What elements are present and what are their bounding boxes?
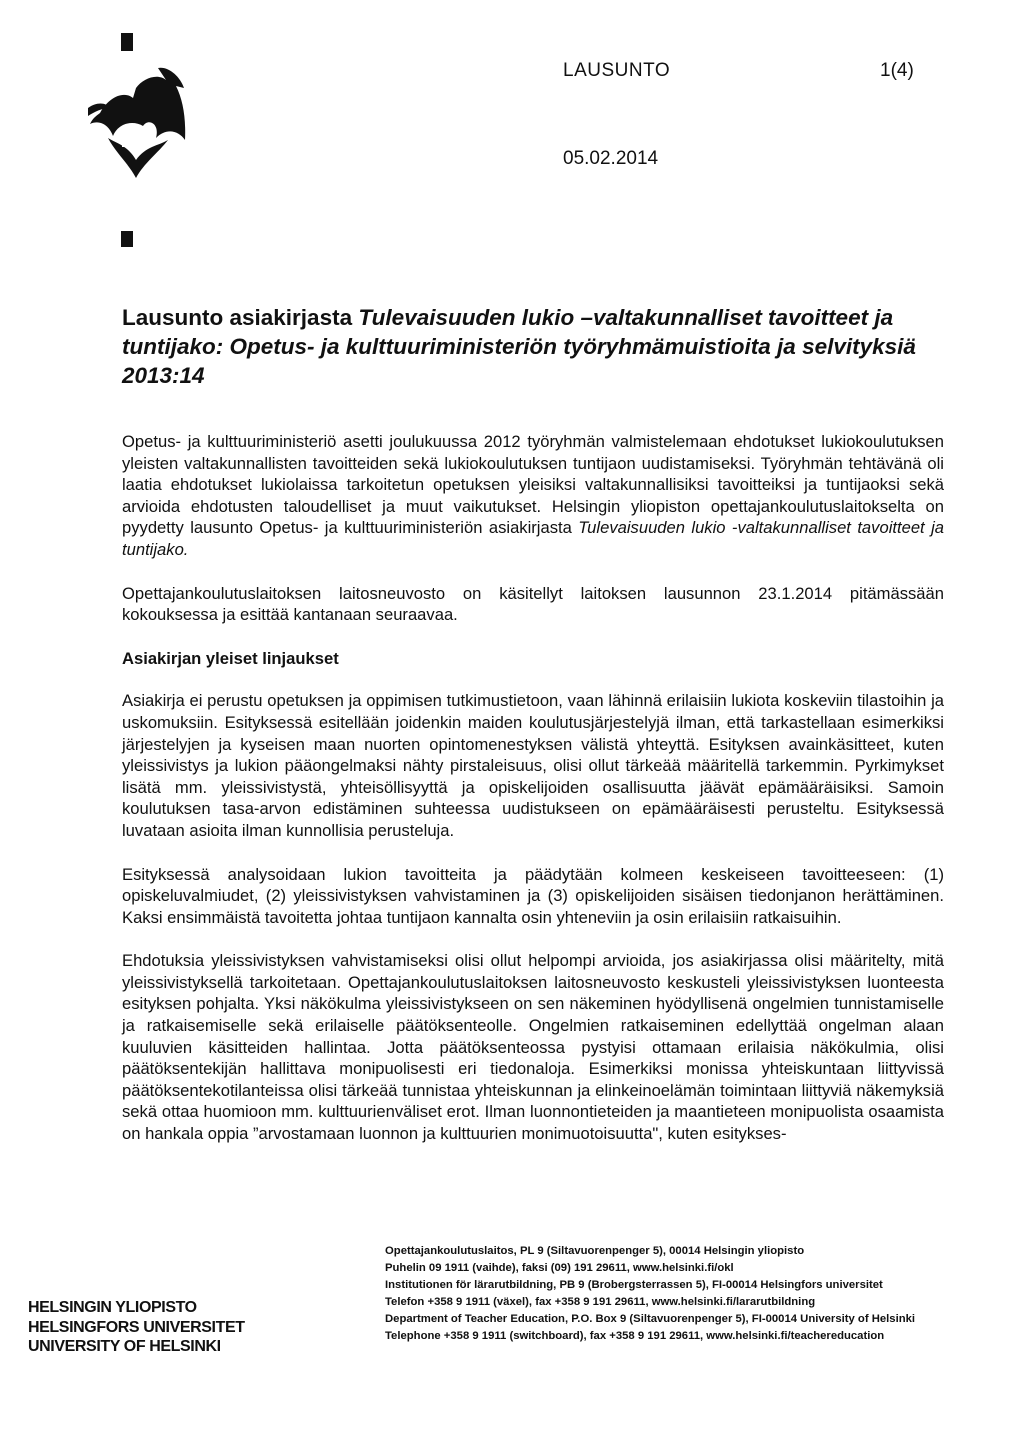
university-name-en: UNIVERSITY OF HELSINKI [28,1338,221,1355]
document-type: LAUSUNTO [563,60,671,81]
section-paragraph: Ehdotuksia yleissivistyksen vahvistamiseksi olisi ollut helpompi arvioida, jos asiakirjassa olisi määritelty, mitä yleissivistyksellä tarkoitetaan. Opettajankoulutuslaitoksen laitosneuvosto keskusteli yleissivistyksen luonteesta esityksen pohjalta. Yksi näkökulma yleissivistykseen on sen näkeminen hyödyllisenä ongelmien tunnistamiselle ja ratkaisemiselle sekä erilaiselle päätöksenteolle. Ongelmien ratkaiseminen edellyttää ongelman alaan kuuluvien käsitteiden hallintaa. Jotta päätöksenteossa pystyisi ottamaan erilaisia näkökulmia, olisi päätöksentekijän hallittava monipuolisesti eri tiedonaloja. Esimerkiksi monissa yhteiskuntaan liittyvissä päätöksentekotilanteissa olisi tärkeää tunnistaa yhteiskunnan ja elinkeinoelämän toimintaan liittyviä näkemyksiä sekä ottaa huomioon mm. kulttuurienväliset erot. Ilman luonnontieteiden ja maantieteen monipuolista osaamista on hankala oppia ”arvostamaan luonnon ja kulttuurien monimuotoisuutta", kuten esitykses- [122,951,944,1144]
university-name-fi: HELSINGIN YLIOPISTO [28,1299,197,1316]
document-title [122,303,942,390]
section-paragraph: Esityksessä analysoidaan lukion tavoitteita ja päädytään kolmeen keskeiseen tavoitteeseen: (1) opiskeluvalmiudet, (2) yleissivistyksen vahvistaminen ja (3) opiskelijoiden sisäisen tiedonjanon herättäminen. Kaksi ensimmäistä tavoitetta johtaa tuntijaon kannalta osin yhteneviin ja osin erilaisiin ratkaisuihin. [122,864,944,927]
contact-info [385,1243,945,1345]
university-logo-icon [88,28,188,258]
contact-line: Institutionen för lärarutbildning, PB 9 (Brobergsterrassen 5), FI-00014 Helsingfors universitet [385,1279,883,1291]
council-paragraph: Opettajankoulutuslaitoksen laitosneuvosto on käsitellyt laitoksen lausunnon 23.1.2014 pitämässään kokouksessa ja esittää kantanaan seuraavaa. [122,583,944,625]
contact-line: Department of Teacher Education, P.O. Box 9 (Siltavuorenpenger 5), FI-00014 University of Helsinki [385,1313,916,1325]
intro-italic: Tulevaisuuden lukio -valtakunnalliset tavoitteet ja tuntijako. [122,518,944,559]
contact-line: Telephone +358 9 1911 (switchboard), fax +358 9 191 29611, www.helsinki.fi/teachereducation [385,1330,885,1342]
contact-line: Opettajankoulutuslaitos, PL 9 (Siltavuorenpenger 5), 00014 Helsingin yliopisto [385,1245,805,1257]
section-heading: Asiakirjan yleiset linjaukset [122,648,339,668]
page-number: 1(4) [880,60,914,81]
contact-line: Telefon +358 9 1911 (växel), fax +358 9 191 29611, www.helsinki.fi/lararutbildning [385,1296,816,1308]
title-italic: Tulevaisuuden lukio –valtakunnalliset tavoitteet ja tuntijako: Opetus- ja kulttuuriministeriön työryhmämuistioita ja selvityksiä 2013:14 [122,305,916,388]
contact-line: Puhelin 09 1911 (vaihde), faksi (09) 191 29611, www.helsinki.fi/okl [385,1262,734,1274]
intro-text: Opetus- ja kulttuuriministeriö asetti joulukuussa 2012 työryhmän valmistelemaan ehdotukset lukiokoulutuksen yleisten valtakunnallisten tavoitteiden sekä lukiokoulutuksen tuntijaon uudistamiseksi. Työryhmän tehtävänä oli laatia ehdotukset lukiolaissa tarkoitetun opetuksen yleisiksi valtakunnallisiksi tavoitteiksi ja tuntijaoksi sekä arvioida ehdotusten taloudelliset ja muut vaikutukset. Helsingin yliopiston opettajankoulutuslaitokselta on pyydetty lausunto Opetus- ja kulttuuriministeriön asiakirjasta [122,432,944,538]
title-prefix: Lausunto asiakirjasta [122,305,359,330]
section-paragraph: Asiakirja ei perustu opetuksen ja oppimisen tutkimustietoon, vaan lähinnä erilaisiin lukiota koskeviin tilastoihin ja uskomuksiin. Esityksessä esitellään joidenkin maiden koulutusjärjestelyjä ilman, että tarkastellaan esimerkiksi järjestelyjen ja kyseisen maan nuorten opintomenestyksen välistä yhteyttä. Esityksen avainkäsitteet, kuten yleissivistys ja lukion pääongelmaksi nähty pirstaleisuus, olisi ollut tärkeää määritellä tarkemmin. Pyrkimykset lisätä mm. yleissivistystä, yhteisöllisyyttä ja opiskelijoiden osallisuutta jäävät epämääräisiksi. Samoin koulutuksen tasa-arvon edistäminen suhteessa uudistukseen on epämääräisesti perusteltu. Esityksessä luvataan asioita ilman kunnollisia perusteluja. [122,691,944,840]
document-date: 05.02.2014 [563,148,659,169]
university-name-sv: HELSINGFORS UNIVERSITET [28,1318,245,1336]
university-names [28,1298,245,1357]
intro-paragraph [122,431,944,561]
document-body [122,431,944,1167]
